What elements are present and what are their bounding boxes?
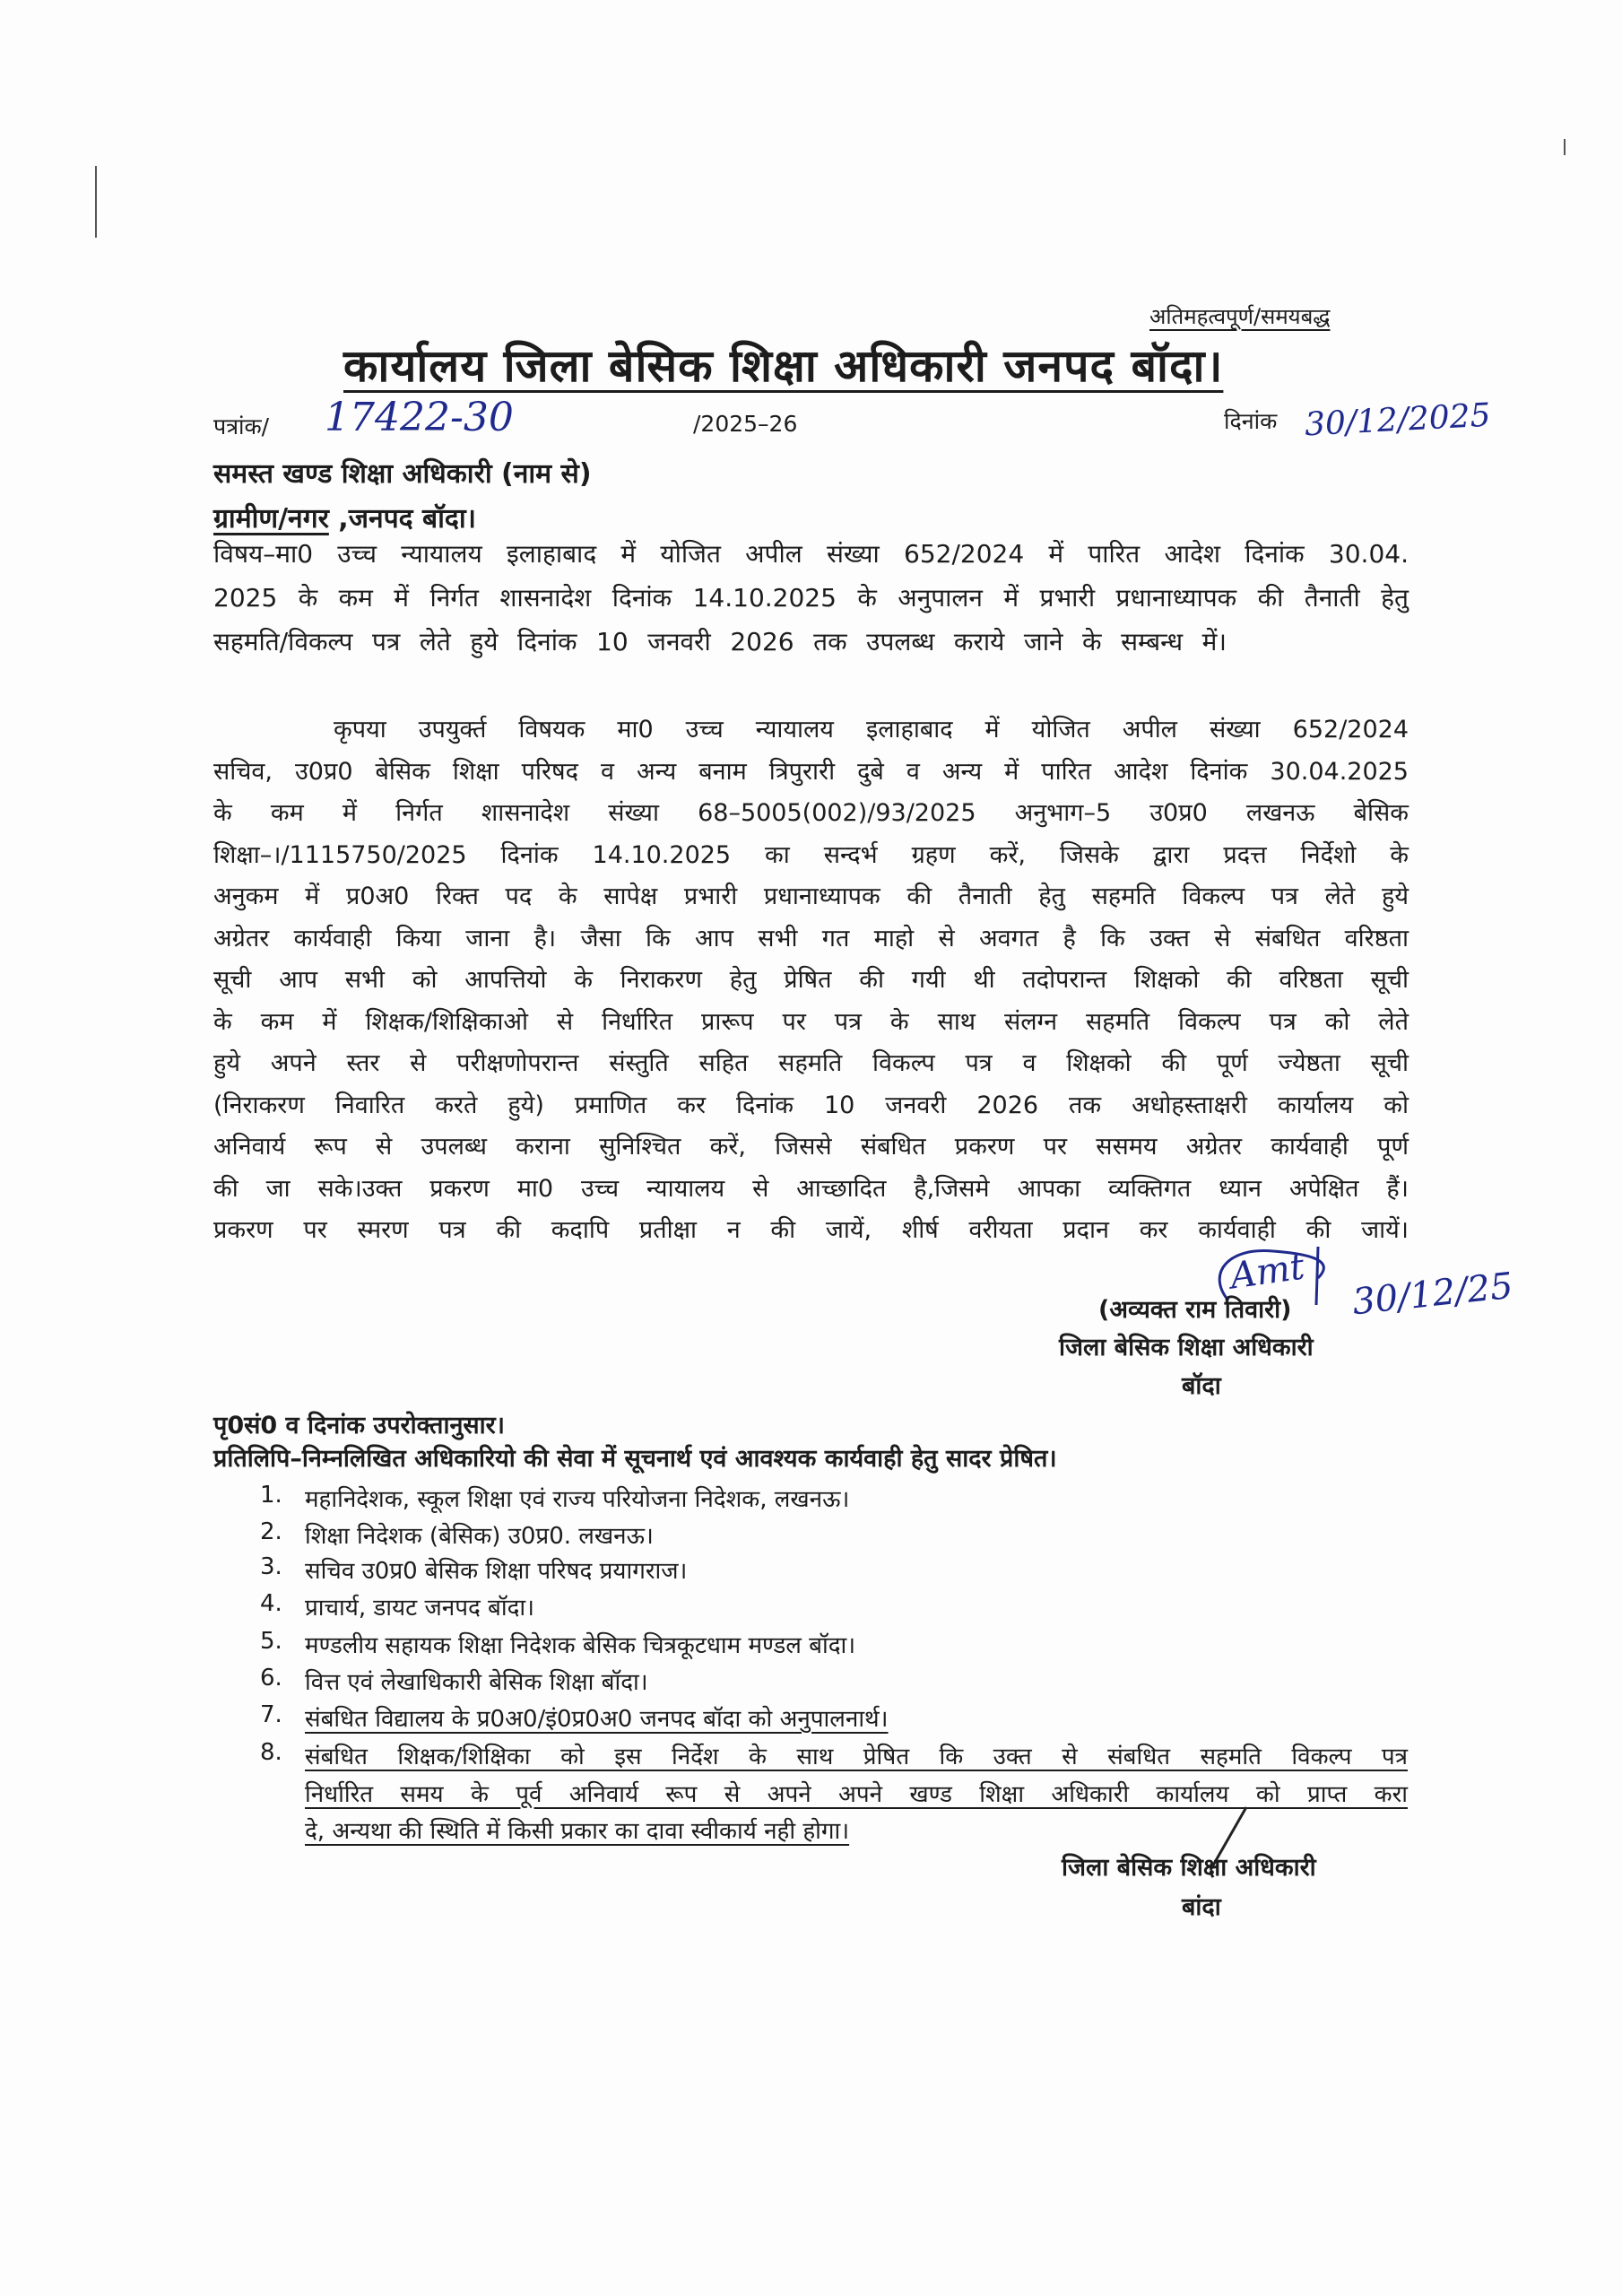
- addressee-line: समस्त खण्ड शिक्षा अधिकारी (नाम से): [213, 458, 592, 490]
- addressee-district: ,जनपद बॉदा।: [328, 503, 476, 535]
- copy-item-number: 1.: [260, 1482, 282, 1509]
- date-label: दिनांक: [1224, 408, 1278, 434]
- signature-date-handwritten: 30/12/25: [1350, 1265, 1515, 1324]
- copy-item-text: संबधित शिक्षक/शिक्षिका को इस निर्देश के साथ प्रेषित कि उक्त से संबधित सहमति विकल्प पत्र: [305, 1744, 1408, 1770]
- body-line: सचिव, उ0प्र0 बेसिक शिक्षा परिषद व अन्य बनाम त्रिपुरारी दुबे व अन्य में पारित आदेश दिनांक 30.04.2025: [213, 757, 1409, 786]
- endorsement-ref: पृ0सं0 व दिनांक उपरोक्तानुसार।: [213, 1412, 505, 1439]
- body-line: हुये अपने स्तर से परीक्षणोपरान्त संस्तुति सहित सहमति विकल्प पत्र व शिक्षको की पूर्ण ज्येष्ठता सूची: [213, 1049, 1409, 1077]
- subject-line: 2025 के कम में निर्गत शासनादेश दिनांक 14.10.2025 के अनुपालन में प्रभारी प्रधानाध्यापक की तैनाती हेतु: [213, 583, 1409, 613]
- body-line: सूची आप सभी को आपत्तियो के निराकरण हेतु प्रेषित की गयी थी तदोपरान्त शिक्षको की वरिष्ठता सूची: [213, 966, 1409, 994]
- copy-item-text: महानिदेशक, स्कूल शिक्षा एवं राज्य परियोजना निदेशक, लखनऊ।: [305, 1486, 850, 1513]
- copy-item-number: 8.: [260, 1739, 282, 1766]
- body-line: प्रकरण पर स्मरण पत्र की कदापि प्रतीक्षा न की जायें, शीर्ष वरीयता प्रदान कर कार्यवाही की जायें।: [213, 1216, 1409, 1244]
- body-line: अग्रेतर कार्यवाही किया जाना है। जैसा कि आप सभी गत माहो से अवगत है कि उक्त से संबधित वरिष्ठता: [213, 924, 1409, 952]
- office-title: कार्यालय जिला बेसिक शिक्षा अधिकारी जनपद बॉदा।: [343, 340, 1224, 392]
- body-line: (निराकरण निवारित करते हुये) प्रमाणित कर दिनांक 10 जनवरी 2026 तक अधोहस्ताक्षरी कार्यालय को: [213, 1091, 1409, 1119]
- copy-item-number: 7.: [260, 1701, 282, 1728]
- addressee-area: ग्रामीण/नगर: [213, 503, 329, 535]
- body-line: के कम में निर्गत शासनादेश संख्या 68–5005(002)/93/2025 अनुभाग–5 उ0प्र0 लखनऊ बेसिक: [213, 799, 1409, 827]
- scan-mark: [1564, 139, 1566, 155]
- copy-item-text: संबधित विद्यालय के प्र0अ0/इं0प्र0अ0 जनपद बॉदा को अनुपालनार्थ।: [305, 1706, 889, 1733]
- date-handwritten: 30/12/2025: [1304, 396, 1492, 444]
- ref-label: पत्रांक/: [213, 413, 270, 439]
- subject-line: विषय–मा0 उच्च न्यायालय इलाहाबाद में योजित अपील संख्या 652/2024 में पारित आदेश दिनांक 30.04.: [213, 539, 1409, 569]
- priority-tag: अतिमहत्वपूर्ण/समयबद्ध: [1149, 304, 1331, 329]
- scan-mark: [95, 166, 97, 238]
- copy-item-text: शिक्षा निदेशक (बेसिक) उ0प्र0. लखनऊ।: [305, 1523, 654, 1550]
- body-line: कृपया उपयुर्क्त विषयक मा0 उच्च न्यायालय इलाहाबाद में योजित अपील संख्या 652/2024: [334, 716, 1409, 744]
- copy-item-text: प्राचार्य, डायट जनपद बॉदा।: [305, 1595, 535, 1622]
- ref-year: /2025–26: [693, 411, 798, 437]
- subject-line: सहमति/विकल्प पत्र लेते हुये दिनांक 10 जनवरी 2026 तक उपलब्ध कराये जाने के सम्बन्ध में।: [213, 627, 1227, 657]
- copy-item-text-continued: निर्धारित समय के पूर्व अनिवार्य रूप से अपने अपने खण्ड शिक्षा अधिकारी कार्यालय को प्राप्त करा: [305, 1781, 1408, 1808]
- body-line: शिक्षा–।/1115750/2025 दिनांक 14.10.2025 का सन्दर्भ ग्रहण करें, जिसके द्वारा प्रदत्त निर्देशो के: [213, 840, 1409, 869]
- ref-number-handwritten: 17422-30: [325, 395, 514, 440]
- signatory-designation: जिला बेसिक शिक्षा अधिकारी: [1059, 1334, 1314, 1361]
- signature-mark: Amt: [1227, 1246, 1307, 1298]
- footer-designation: जिला बेसिक शिक्षा अधिकारी: [1062, 1854, 1316, 1882]
- body-line: की जा सके।उक्त प्रकरण मा0 उच्च न्यायालय से आच्छादित है,जिसमे आपका व्यक्तिगत ध्यान अपेक्षित हैं।: [213, 1174, 1409, 1203]
- copy-item-number: 6.: [260, 1665, 282, 1692]
- copy-item-number: 3.: [260, 1553, 282, 1580]
- copy-item-number: 5.: [260, 1628, 282, 1655]
- footer-place: बांदा: [1182, 1893, 1221, 1921]
- copy-item-text: सचिव उ0प्र0 बेसिक शिक्षा परिषद प्रयागराज।: [305, 1558, 688, 1585]
- copy-item-text: वित्त एवं लेखाधिकारी बेसिक शिक्षा बॉदा।: [305, 1669, 648, 1696]
- signatory-name: (अव्यक्त राम तिवारी): [1098, 1296, 1292, 1324]
- copy-item-number: 4.: [260, 1590, 282, 1617]
- copy-to-heading: प्रतिलिपि–निम्नलिखित अधिकारियो की सेवा में सूचनार्थ एवं आवश्यक कार्यवाही हेतु सादर प्रेषित।: [213, 1445, 1057, 1473]
- copy-item-number: 2.: [260, 1518, 282, 1545]
- copy-item-text-continued: दे, अन्यथा की स्थिति में किसी प्रकार का दावा स्वीकार्य नही होगा।: [305, 1818, 850, 1845]
- body-line: के कम में शिक्षक/शिक्षिकाओ से निर्धारित प्रारूप पर पत्र के साथ संलग्न सहमति विकल्प पत्र को लेते: [213, 1007, 1409, 1036]
- body-line: अनुकम में प्र0अ0 रिक्त पद के सापेक्ष प्रभारी प्रधानाध्यापक की तैनाती हेतु सहमति विकल्प पत्र लेते हुये: [213, 883, 1409, 910]
- body-line: अनिवार्य रूप से उपलब्ध कराना सुनिश्चित करें, जिससे संबधित प्रकरण पर ससमय अग्रेतर कार्यवाही पूर्ण: [213, 1133, 1409, 1161]
- copy-item-text: मण्डलीय सहायक शिक्षा निदेशक बेसिक चित्रकूटधाम मण्डल बॉदा।: [305, 1632, 856, 1659]
- signatory-place: बॉदा: [1182, 1372, 1221, 1400]
- addressee-location: [213, 499, 476, 535]
